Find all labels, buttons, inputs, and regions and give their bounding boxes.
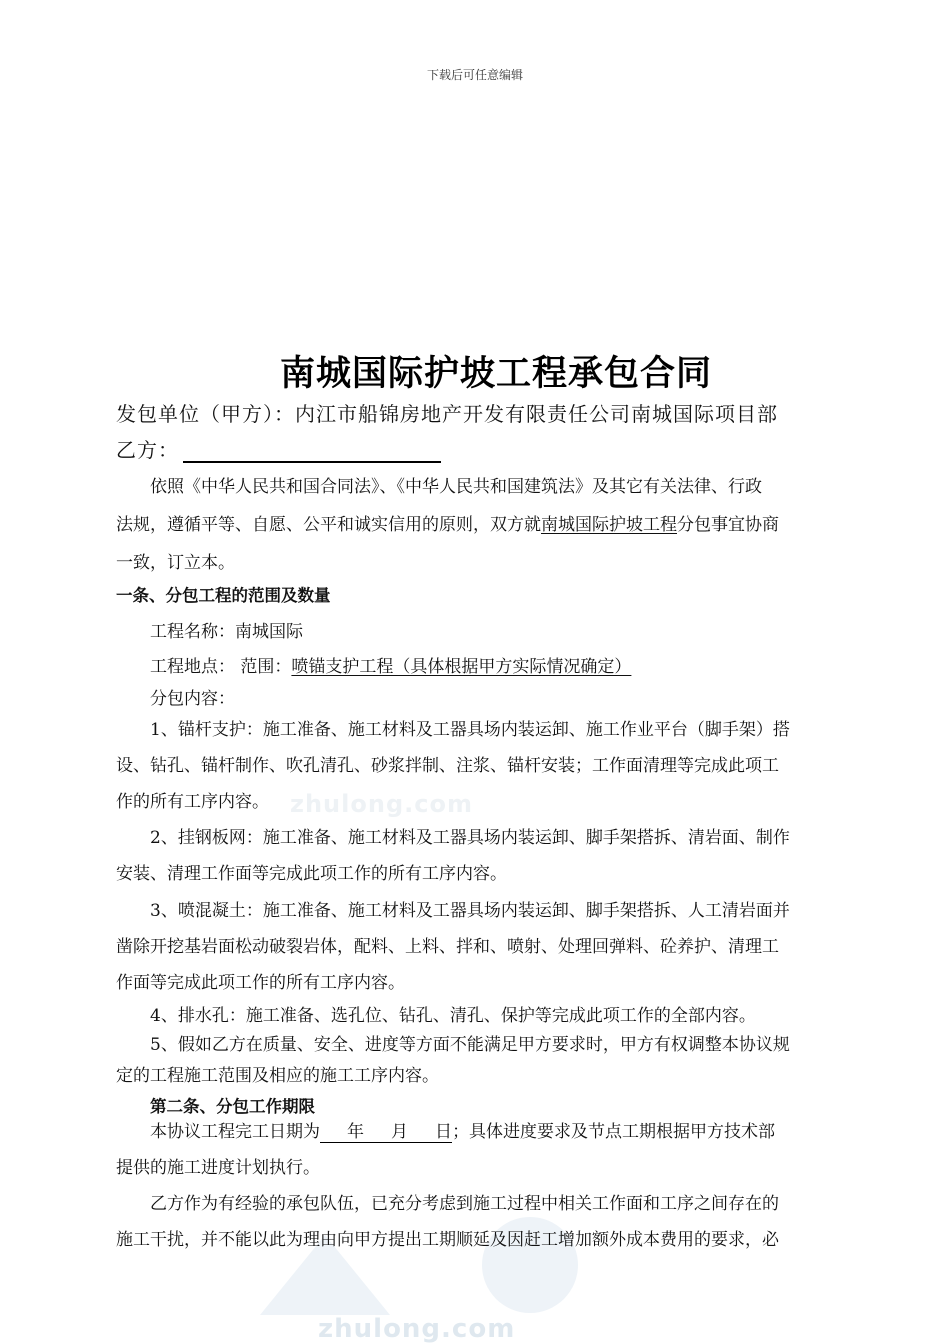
preamble-text-a: 法规，遵循平等、自愿、公平和诚实信用的原则，双方就 [116,515,541,535]
location-value: 喷锚支护工程（具体根据甲方实际情况确定） [291,657,632,677]
article-2-line-4: 施工干扰，并不能以此为理由向甲方提出工期顺延及因赶工增加额外成本费用的要求，必 [116,1230,779,1250]
party-b-blank[interactable] [183,443,441,463]
article-2-line-3: 乙方作为有经验的承包队伍，已充分考虑到施工过程中相关工作面和工序之间存在的 [150,1194,779,1214]
watermark-middle: zhulong.com [290,790,473,818]
project-location [150,652,631,677]
item-3-line-1: 3、喷混凝土：施工准备、施工材料及工器具场内装运卸、脚手架搭拆、人工清岩面并 [150,901,790,921]
item-2-line-2: 安装、清理工作面等完成此项工作的所有工序内容。 [116,864,507,884]
article-2-line-2: 提供的施工进度计划执行。 [116,1158,320,1178]
content-label: 分包内容： [150,689,235,709]
item-4: 4、排水孔：施工准备、选孔位、钻孔、清孔、保护等完成此项工作的全部内容。 [150,1006,756,1026]
item-1-line-3: 作的所有工序内容。 [116,792,269,812]
completion-date-blank[interactable]: 年 月 日 [320,1117,452,1143]
preamble-project-name: 南城国际护坡工程 [541,515,677,535]
project-name: 工程名称：南城国际 [150,622,303,642]
item-2-line-1: 2、挂钢板网：施工准备、施工材料及工器具场内装运卸、脚手架搭拆、清岩面、制作 [150,828,790,848]
header-note: 下载后可任意编辑 [426,68,523,82]
watermark-bottom: zhulong.com [318,1314,516,1344]
party-a: 发包单位（甲方）：内江市船锦房地产开发有限责任公司南城国际项目部 [116,402,778,426]
completion-date-label: 本协议工程完工日期为 [150,1122,320,1142]
preamble-text-b: 分包事宜协商 [677,515,779,535]
article-2-heading: 第二条、分包工作期限 [150,1097,315,1116]
preamble-line-2 [116,510,779,535]
preamble-line-3: 一致，订立本。 [116,553,235,573]
watermark-logo-right [455,1205,605,1315]
party-b [116,434,441,463]
item-5-line-1: 5、假如乙方在质量、安全、进度等方面不能满足甲方要求时，甲方有权调整本协议规 [150,1035,790,1055]
item-1-line-1: 1、锚杆支护：施工准备、施工材料及工器具场内装运卸、施工作业平台（脚手架）搭 [150,720,790,740]
item-5-line-2: 定的工程施工范围及相应的施工工序内容。 [116,1066,439,1086]
item-3-line-2: 凿除开挖基岩面松动破裂岩体，配料、上料、拌和、喷射、处理回弹料、砼养护、清理工 [116,937,779,957]
document-title: 南城国际护坡工程承包合同 [279,354,712,394]
item-1-line-2: 设、钻孔、锚杆制作、吹孔清孔、砂浆拌制、注浆、锚杆安装；工作面清理等完成此项工 [116,756,779,776]
article-2-line-1 [150,1117,775,1143]
party-b-label: 乙方： [116,438,179,462]
preamble-line-1: 依照《中华人民共和国合同法》、《中华人民共和国建筑法》及其它有关法律、行政 [150,477,762,497]
location-label: 工程地点： 范围： [150,657,292,677]
completion-date-text: ；具体进度要求及节点工期根据甲方技术部 [452,1122,776,1142]
article-1-heading: 一条、分包工程的范围及数量 [116,586,331,605]
item-3-line-3: 作面等完成此项工作的所有工序内容。 [116,973,405,993]
